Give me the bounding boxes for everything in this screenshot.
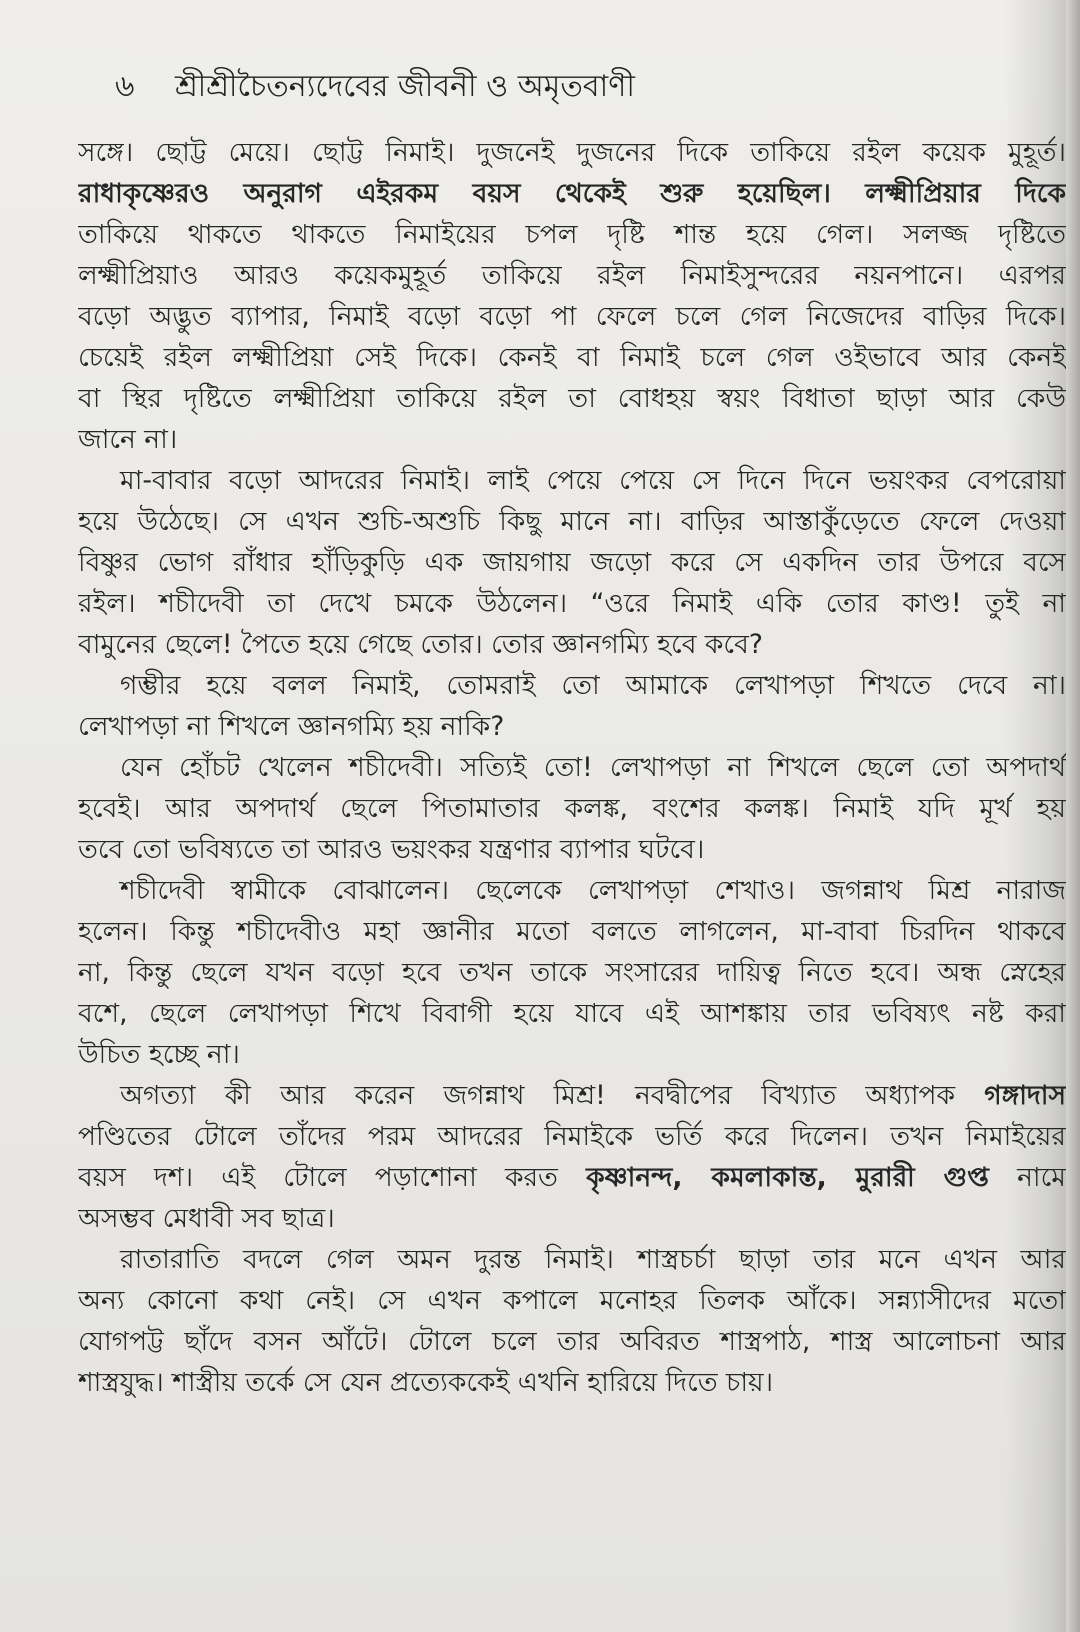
- text-line-bold: রাধাকৃষ্ণেরও অনুরাগ এইরকম বয়স থেকেই শুরু হয়েছিল। লক্ষ্মীপ্রিয়ার দিকে: [78, 178, 1066, 209]
- text-line: হলেন। কিন্তু শচীদেবীও মহা জ্ঞানীর মতো বলতে লাগলেন, মা-বাবা চিরদিন থাকবে: [78, 916, 1066, 947]
- bold-name: গঙ্গাদাস: [984, 1080, 1066, 1111]
- text-line: শাস্ত্রযুদ্ধ। শাস্ত্রীয় তর্কে সে যেন প্রত্যেককেই এখনি হারিয়ে দিতে চায়।: [78, 1367, 774, 1398]
- running-title: শ্রীশ্রীচৈতন্যদেবের জীবনী ও অমৃতবাণী: [175, 69, 635, 104]
- text-line: জানে না।: [78, 424, 178, 455]
- paragraph-start: রাতারাতি বদলে গেল অমন দুরন্ত নিমাই। শাস্ত্রচর্চা ছাড়া তার মনে এখন আর: [120, 1244, 1066, 1275]
- text-line: তাকিয়ে থাকতে থাকতে নিমাইয়ের চপল দৃষ্টি শান্ত হয়ে গেল। সলজ্জ দৃষ্টিতে: [78, 219, 1066, 250]
- paragraph-start: যেন হোঁচট খেলেন শচীদেবী। সত্যিই তো! লেখাপড়া না শিখলে ছেলে তো অপদার্থ: [120, 752, 1066, 783]
- paragraph-start: গম্ভীর হয়ে বলল নিমাই, তোমরাই তো আমাকে লেখাপড়া শিখতে দেবে না।: [120, 670, 1066, 701]
- text-line: রইল। শচীদেবী তা দেখে চমকে উঠলেন। “ওরে নিমাই একি তোর কাণ্ড! তুই না: [78, 588, 1066, 619]
- running-header: [115, 62, 635, 113]
- text-line: চেয়েই রইল লক্ষ্মীপ্রিয়া সেই দিকে। কেনই বা নিমাই চলে গেল ওইভাবে আর কেনই: [78, 342, 1066, 373]
- text-line: হবেই। আর অপদার্থ ছেলে পিতামাতার কলঙ্ক, বংশের কলঙ্ক। নিমাই যদি মূর্খ হয়: [78, 793, 1066, 824]
- text-line: না, কিন্তু ছেলে যখন বড়ো হবে তখন তাকে সংসারের দায়িত্ব নিতে হবে। অন্ধ স্নেহের: [78, 957, 1066, 988]
- body-text: [78, 132, 1066, 1403]
- text-line: লক্ষ্মীপ্রিয়াও আরও কয়েকমুহূর্ত তাকিয়ে রইল নিমাইসুন্দরের নয়নপানে। এরপর: [78, 260, 1066, 291]
- paragraph-start: শচীদেবী স্বামীকে বোঝালেন। ছেলেকে লেখাপড়া শেখাও। জগন্নাথ মিশ্র নারাজ: [120, 875, 1066, 906]
- text-line: যোগপট্ট ছাঁদে বসন আঁটে। টোলে চলে তার অবিরত শাস্ত্রপাঠ, শাস্ত্র আলোচনা আর: [78, 1326, 1066, 1357]
- text-line: পণ্ডিতের টোলে তাঁদের পরম আদরের নিমাইকে ভর্তি করে দিলেন। তখন নিমাইয়ের: [78, 1121, 1066, 1152]
- text-line: সঙ্গে। ছোট্ট মেয়ে। ছোট্ট নিমাই। দুজনেই দুজনের দিকে তাকিয়ে রইল কয়েক মুহূর্ত।: [78, 137, 1066, 168]
- text-line: লেখাপড়া না শিখলে জ্ঞানগম্যি হয় নাকি?: [78, 711, 505, 742]
- text-line: তবে তো ভবিষ্যতে তা আরও ভয়ংকর যন্ত্রণার ব্যাপার ঘটবে।: [78, 834, 705, 865]
- text-line: বিষ্ণুর ভোগ রাঁধার হাঁড়িকুড়ি এক জায়গায় জড়ো করে সে একদিন তার উপরে বসে: [78, 547, 1066, 578]
- page-number: ৬: [115, 69, 135, 104]
- paragraph-start: মা-বাবার বড়ো আদরের নিমাই। লাই পেয়ে পেয়ে সে দিনে দিনে ভয়ংকর বেপরোয়া: [120, 465, 1066, 496]
- text-segment: অগত্যা কী আর করেন জগন্নাথ মিশ্র! নবদ্বীপের বিখ্যাত অধ্যাপক: [120, 1080, 956, 1111]
- text-line: বা স্থির দৃষ্টিতে লক্ষ্মীপ্রিয়া তাকিয়ে রইল তা বোধহয় স্বয়ং বিধাতা ছাড়া আর কেউ: [78, 383, 1066, 414]
- text-line: উচিত হচ্ছে না।: [78, 1039, 240, 1070]
- text-line: বড়ো অদ্ভুত ব্যাপার, নিমাই বড়ো বড়ো পা ফেলে চলে গেল নিজেদের বাড়ির দিকে।: [78, 301, 1066, 332]
- text-line: বশে, ছেলে লেখাপড়া শিখে বিবাগী হয়ে যাবে এই আশঙ্কায় তার ভবিষ্যৎ নষ্ট করা: [78, 998, 1066, 1029]
- text-segment: বয়স দশ। এই টোলে পড়াশোনা করত: [78, 1162, 558, 1193]
- page-edge: [1066, 0, 1080, 1632]
- text-line: বামুনের ছেলে! পৈতে হয়ে গেছে তোর। তোর জ্ঞানগম্যি হবে কবে?: [78, 629, 763, 660]
- text-line: হয়ে উঠেছে। সে এখন শুচি-অশুচি কিছু মানে না। বাড়ির আস্তাকুঁড়েতে ফেলে দেওয়া: [78, 506, 1066, 537]
- text-line: [78, 1157, 1066, 1198]
- text-line: অন্য কোনো কথা নেই। সে এখন কপালে মনোহর তিলক আঁকে। সন্ন্যাসীদের মতো: [78, 1285, 1066, 1316]
- bold-names: কৃষ্ণানন্দ, কমলাকান্ত, মুরারী গুপ্ত: [586, 1162, 989, 1193]
- paragraph-start: [78, 1075, 1066, 1116]
- text-line: অসম্ভব মেধাবী সব ছাত্র।: [78, 1203, 335, 1234]
- text-segment: নামে: [1017, 1162, 1066, 1193]
